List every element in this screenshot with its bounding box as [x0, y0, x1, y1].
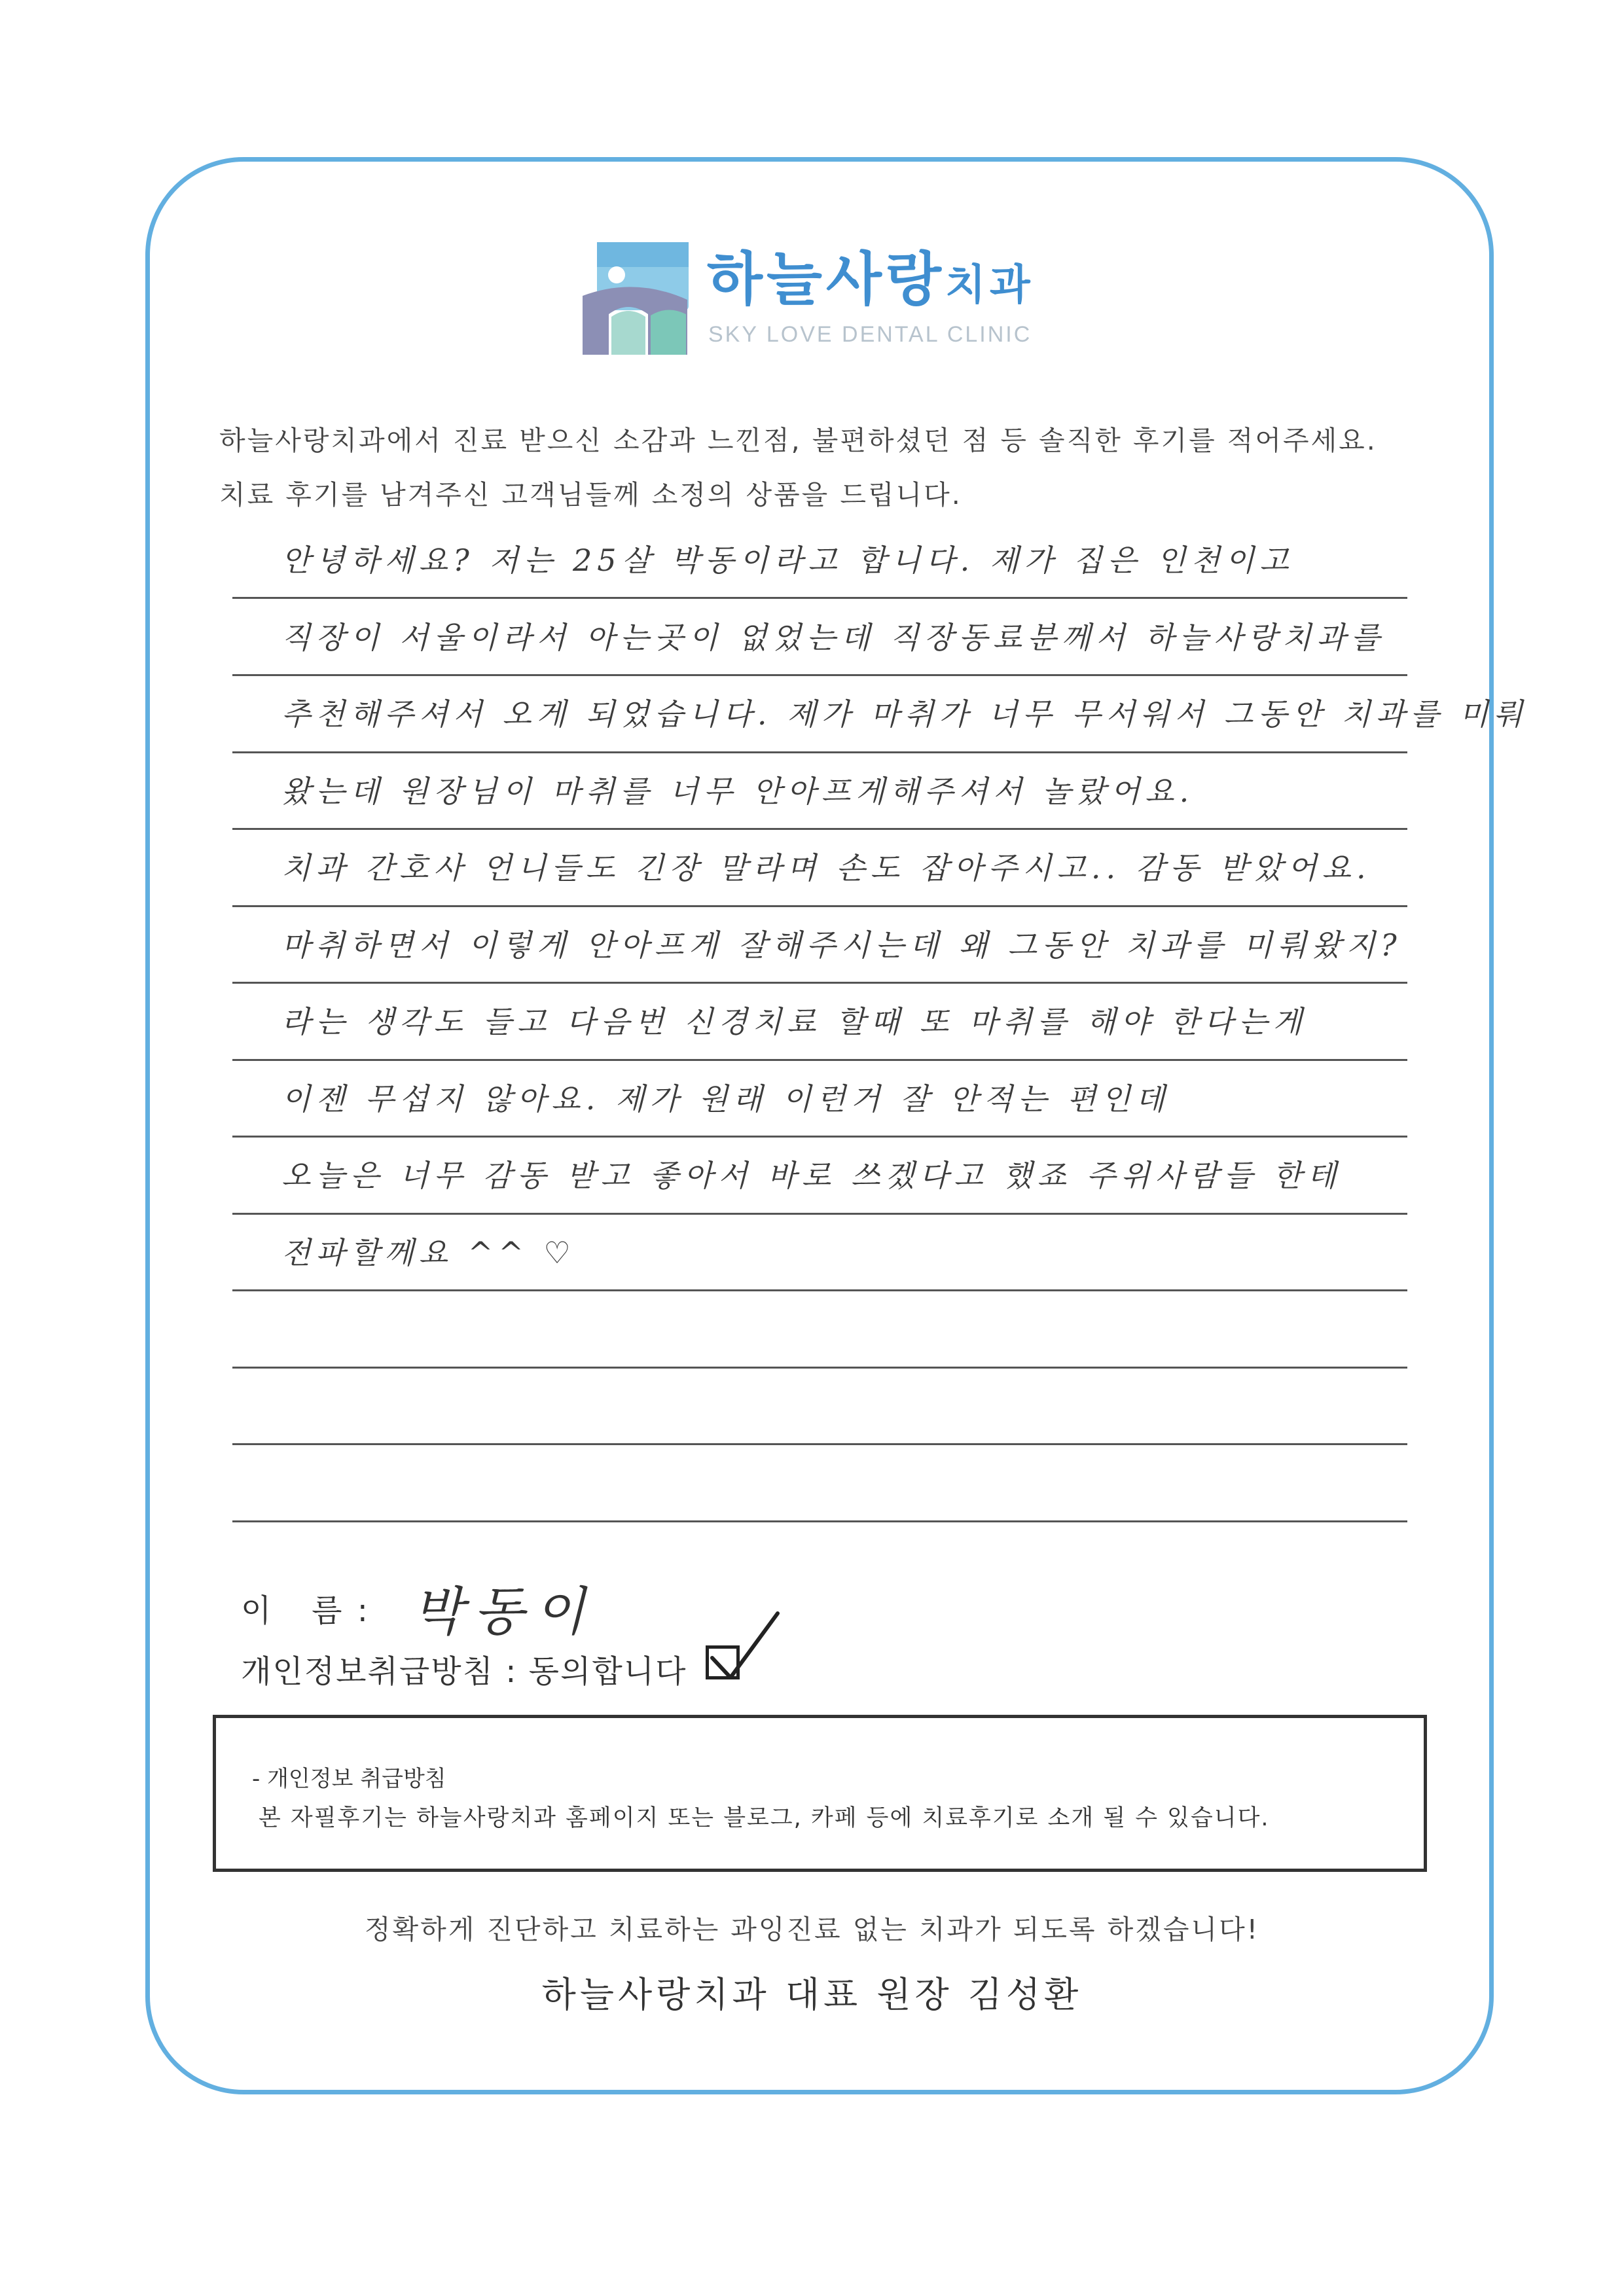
- ruled-line: [232, 1136, 1407, 1138]
- checkmark-icon: [707, 1607, 785, 1685]
- ruled-line: [232, 751, 1407, 753]
- footer-signature: 하늘사랑치과 대표 원장 김성환: [541, 1974, 1083, 2015]
- notice-text: 본 자필후기는 하늘사랑치과 홈페이지 또는 블로그, 카페 등에 치료후기로 소개 될 수 있습니다.: [259, 1805, 1270, 1831]
- ruled-line: [232, 1367, 1407, 1369]
- intro-line-1: 하늘사랑치과에서 진료 받으신 소감과 느낀점, 불편하셨던 점 등 솔직한 후기를 적어주세요.: [219, 425, 1377, 456]
- clinic-logo: [583, 230, 1054, 361]
- privacy-notice-box: [213, 1715, 1427, 1872]
- ruled-line: [232, 1443, 1407, 1445]
- ruled-line: [232, 1059, 1407, 1061]
- review-line: 전파할께요 ^^ ♡: [281, 1235, 576, 1270]
- footer-slogan: 정확하게 진단하고 치료하는 과잉진료 없는 치과가 되도록 하겠습니다!: [364, 1914, 1260, 1945]
- intro-line-2: 치료 후기를 남겨주신 고객님들께 소정의 상품을 드립니다.: [219, 479, 962, 511]
- review-line: 치과 간호사 언니들도 긴장 말라며 손도 잡아주시고.. 감동 받았어요.: [281, 850, 1371, 886]
- ruled-line: [232, 905, 1407, 907]
- ruled-line: [232, 1289, 1407, 1291]
- review-line: 직장이 서울이라서 아는곳이 없었는데 직장동료분께서 하늘사랑치과를: [281, 620, 1386, 655]
- ruled-line: [232, 1213, 1407, 1215]
- review-line: 라는 생각도 들고 다음번 신경치료 할때 또 마취를 해야 한다는게: [281, 1004, 1307, 1039]
- review-line: 오늘은 너무 감동 받고 좋아서 바로 쓰겠다고 했죠 주위사람들 한테: [281, 1158, 1342, 1193]
- review-line: 안녕하세요? 저는 25살 박동이라고 합니다. 제가 집은 인천이고: [281, 543, 1294, 578]
- tooth-house-logo-icon: [583, 237, 691, 355]
- logo-subtitle: SKY LOVE DENTAL CLINIC: [708, 322, 1032, 347]
- review-line: 마취하면서 이렇게 안아프게 잘해주시는데 왜 그동안 치과를 미뤄왔지?: [281, 927, 1402, 963]
- ruled-line: [232, 1520, 1407, 1522]
- review-line: 이젠 무섭지 않아요. 제가 원래 이런거 잘 안적는 편인데: [281, 1081, 1170, 1117]
- name-value: 박동이: [412, 1581, 596, 1642]
- review-line: 왔는데 원장님이 마취를 너무 안아프게해주셔서 놀랐어요.: [281, 774, 1195, 809]
- logo-title: 하늘사랑치과: [707, 245, 1034, 313]
- ruled-line: [232, 982, 1407, 984]
- notice-title: - 개인정보 취급방침: [252, 1766, 446, 1792]
- name-label: 이 름 :: [241, 1592, 370, 1629]
- ruled-line: [232, 828, 1407, 830]
- ruled-line: [232, 597, 1407, 599]
- ruled-line: [232, 674, 1407, 676]
- review-line: 추천해주셔서 오게 되었습니다. 제가 마취가 너무 무서워서 그동안 치과를 미뤄: [281, 696, 1528, 732]
- consent-label: 개인정보취급방침 : 동의합니다: [241, 1653, 687, 1690]
